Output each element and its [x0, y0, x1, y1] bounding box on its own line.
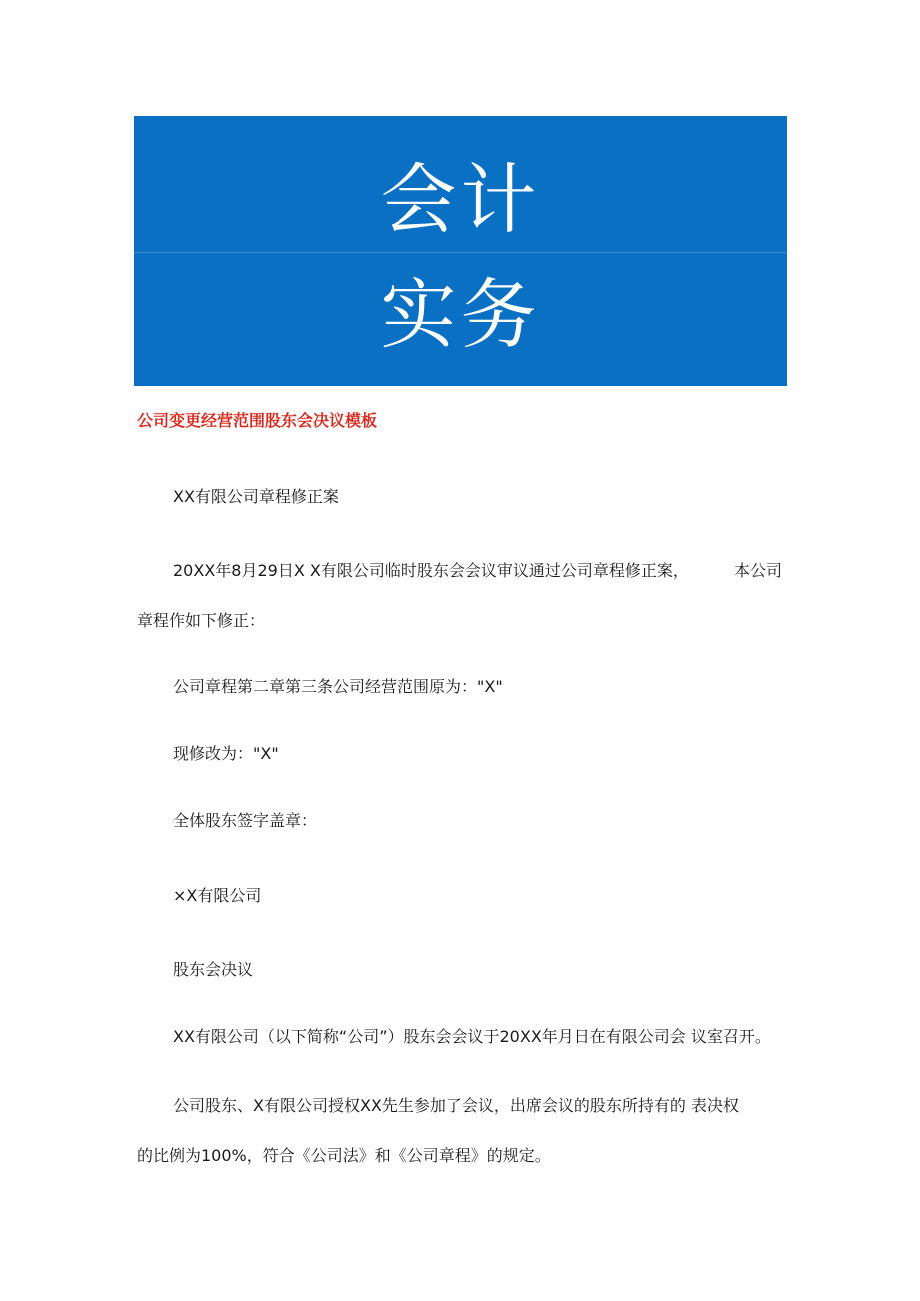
resolution-paragraph-1: XX有限公司（以下简称“公司”）股东会会议于20XX年月日在有限公司会 议室召开。: [173, 1027, 771, 1046]
amendment-paragraph-1-line-1: 20XX年8月29日X X有限公司临时股东会会议审议通过公司章程修正案，: [173, 561, 689, 580]
amendment-paragraph-4: 全体股东签字盖章：: [173, 811, 318, 830]
banner-line-2: 实务: [380, 270, 541, 359]
resolution-paragraph-2-line-1: 公司股东、X有限公司授权XX先生参加了会议，出席会议的股东所持有的 表决权: [173, 1096, 739, 1115]
resolution-heading: 股东会决议: [173, 960, 254, 979]
amendment-paragraph-2: 公司章程第二章第三条公司经营范围原为："X": [173, 677, 503, 696]
banner-line-1: 会计: [380, 155, 541, 244]
document-title: 公司变更经营范围股东会决议模板: [137, 411, 378, 430]
amendment-paragraph-1-line-1-tail: 本公司: [734, 561, 783, 580]
amendment-paragraph-1-line-2: 章程作如下修正：: [137, 611, 266, 630]
resolution-company: ×X有限公司: [173, 886, 262, 905]
banner-divider: [134, 252, 787, 253]
resolution-paragraph-2-line-2: 的比例为100%，符合《公司法》和《公司章程》的规定。: [137, 1146, 551, 1165]
amendment-heading: XX有限公司章程修正案: [173, 487, 339, 506]
amendment-paragraph-3: 现修改为："X": [173, 744, 279, 763]
